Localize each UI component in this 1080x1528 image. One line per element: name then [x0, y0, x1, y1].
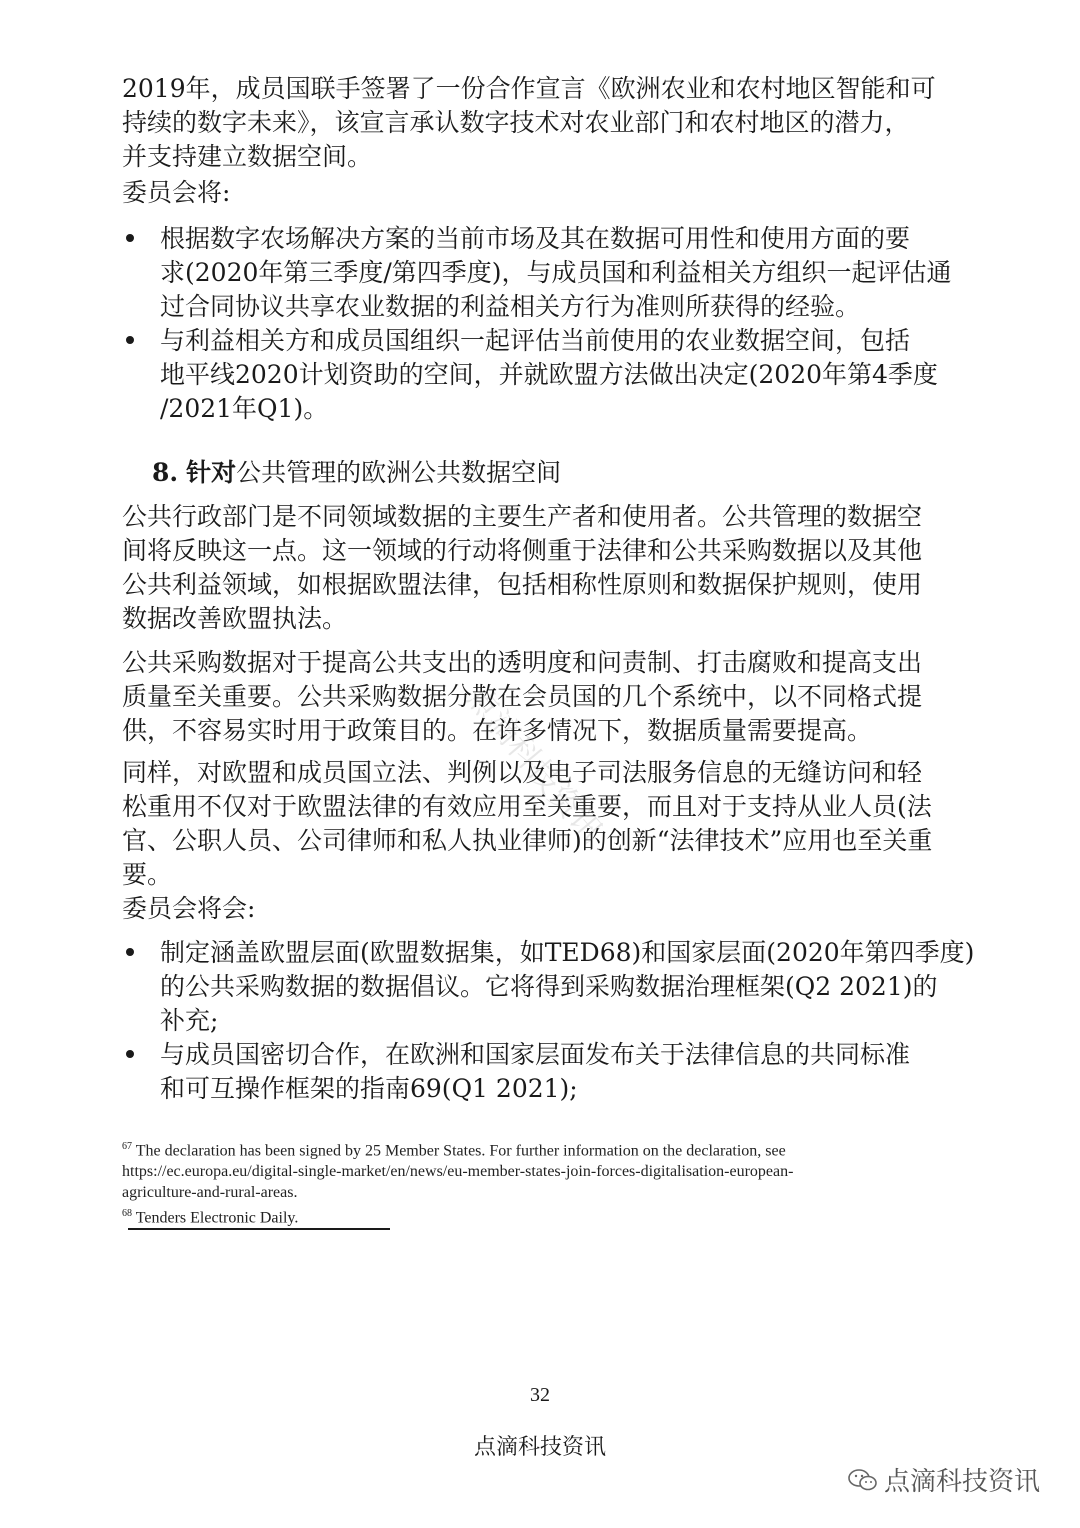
text-line: 与成员国密切合作，在欧洲和国家层面发布关于法律信息的共同标准: [160, 1040, 911, 1069]
list-item: [122, 222, 950, 324]
bullet-icon: [126, 948, 134, 956]
text-line: 公共利益领域，如根据欧盟法律，包括相称性原则和数据保护规则，使用: [122, 570, 923, 599]
text-line: 和可互操作框架的指南69(Q1 2021);: [160, 1074, 578, 1103]
text-line: 根据数字农场解决方案的当前市场及其在数据可用性和使用方面的要: [160, 224, 911, 253]
text-line: 补充;: [160, 1006, 219, 1035]
footnote-number: 67: [122, 1141, 132, 1152]
footnote-68: [122, 1203, 942, 1228]
footnote-text: Tenders Electronic Daily.: [135, 1209, 299, 1227]
text-line: 公共行政部门是不同领域数据的主要生产者和使用者。公共管理的数据空: [122, 502, 923, 531]
list-item: [122, 936, 975, 1038]
source-label: 点滴科技资讯: [473, 1435, 606, 1460]
section-number: 8.: [152, 458, 179, 487]
committee-will-label: 委员会将会:: [122, 894, 256, 923]
wechat-icon: [848, 1469, 878, 1491]
footnote-number: 68: [122, 1208, 132, 1220]
text-line: 过合同协议共享农业数据的利益相关方行为准则所获得的经验。: [160, 292, 861, 321]
text-line: 供，不容易实时用于政策目的。在许多情况下，数据质量需要提高。: [122, 716, 873, 745]
paragraph: [122, 756, 950, 892]
list-item: [122, 1038, 950, 1106]
text-line: 求(2020年第三季度/第四季度)，与成员国和利益相关方组织一起评估通: [160, 258, 952, 287]
text-line: 持续的数字未来》，该宣言承认数字技术对农业部门和农村地区的潜力，: [122, 108, 910, 137]
text-line: /2021年Q1)。: [160, 394, 329, 423]
text-line: 并支持建立数据空间。: [122, 142, 373, 171]
corner-watermark: [848, 1461, 1040, 1498]
text-line: 制定涵盖欧盟层面(欧盟数据集，如TED68)和国家层面(2020年第四季度): [160, 938, 975, 967]
text-line: 松重用不仅对于欧盟法律的有效应用至关重要，而且对于支持从业人员(法: [122, 792, 932, 821]
section-title: 公共管理的欧洲公共数据空间: [236, 458, 562, 487]
text-line: 的公共采购数据的数据倡议。它将得到采购数据治理框架(Q2 2021)的: [160, 972, 938, 1001]
footnote-text: The declaration has been signed by 25 Member States. For further information on the declaration, see: [135, 1142, 786, 1160]
text-line: 公共采购数据对于提高公共支出的透明度和问责制、打击腐败和提高支出: [122, 648, 923, 677]
footnote-67: [122, 1136, 942, 1161]
footnote-divider: [128, 1228, 390, 1230]
text-line: 官、公职人员、公司律师和私人执业律师)的创新“法律技术”应用也至关重: [122, 826, 933, 855]
page-number: 32: [530, 1384, 550, 1406]
footnotes: [122, 1136, 942, 1229]
text-line: 间将反映这一点。这一领域的行动将侧重于法律和公共采购数据以及其他: [122, 536, 923, 565]
text-line: 地平线2020计划资助的空间，并就欧盟方法做出决定(2020年第4季度: [160, 360, 938, 389]
footnote-url[interactable]: https://ec.europa.eu/digital-single-market/en/news/eu-member-states-join-forces-digitalisation-european-: [122, 1163, 794, 1181]
intro-paragraph: [122, 72, 950, 174]
diagonal-watermark: 点滴科技资讯: [458, 678, 611, 851]
text-line: 与利益相关方和成员国组织一起评估当前使用的农业数据空间，包括: [160, 326, 911, 355]
paragraph: [122, 646, 950, 748]
footnote-url[interactable]: agriculture-and-rural-areas.: [122, 1184, 298, 1202]
list-item: [122, 324, 950, 426]
watermark-text: 点滴科技资讯: [884, 1467, 1041, 1497]
section-title-bold: 针对: [186, 458, 237, 487]
committee-will-label: 委员会将:: [122, 178, 231, 207]
section-heading: [152, 456, 561, 490]
bullet-icon: [126, 336, 134, 344]
bullet-icon: [126, 234, 134, 242]
text-line: 数据改善欧盟执法。: [122, 604, 348, 633]
text-line: 要。: [122, 860, 173, 889]
paragraph: [122, 500, 950, 636]
text-line: 同样，对欧盟和成员国立法、判例以及电子司法服务信息的无缝访问和轻: [122, 758, 923, 787]
bullet-icon: [126, 1050, 134, 1058]
text-line: 2019年，成员国联手签署了一份合作宣言《欧洲农业和农村地区智能和可: [122, 74, 936, 103]
text-line: 质量至关重要。公共采购数据分散在会员国的几个系统中，以不同格式提: [122, 682, 923, 711]
